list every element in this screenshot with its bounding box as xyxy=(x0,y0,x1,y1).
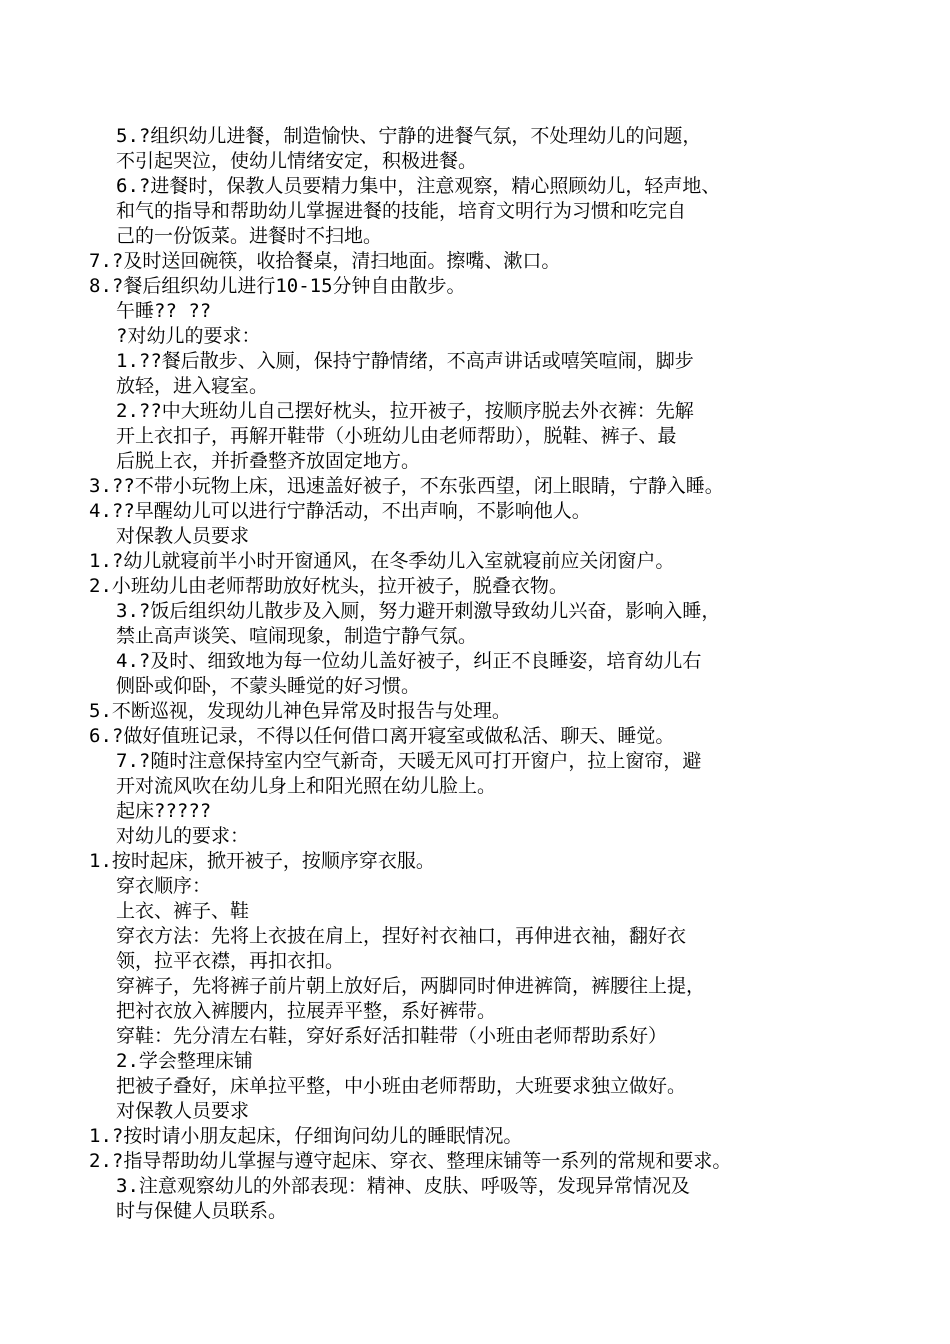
text-line: 穿鞋：先分清左右鞋，穿好系好活扣鞋带（小班由老师帮助系好） xyxy=(116,1025,668,1047)
text-line: 禁止高声谈笑、喧闹现象，制造宁静气氛。 xyxy=(116,625,478,647)
text-line: 把被子叠好，床单拉平整，中小班由老师帮助，大班要求独立做好。 xyxy=(116,1075,687,1097)
text-line: 穿衣方法：先将上衣披在肩上，捏好衬衣袖口，再伸进衣袖，翻好衣 xyxy=(116,925,687,947)
text-line: 5.不断巡视，发现幼儿神色异常及时报告与处理。 xyxy=(89,700,511,722)
text-line: 对保教人员要求 xyxy=(116,1100,250,1122)
text-line: 2.小班幼儿由老师帮助放好枕头，拉开被子，脱叠衣物。 xyxy=(89,575,568,597)
text-line: 1.?按时请小朋友起床，仔细询问幼儿的睡眠情况。 xyxy=(89,1125,523,1147)
section-heading: 午睡?? ?? xyxy=(116,300,212,322)
text-line: 放轻，进入寝室。 xyxy=(116,375,269,397)
text-line: 3.??不带小玩物上床，迅速盖好被子，不东张西望，闭上眼睛，宁静入睡。 xyxy=(89,475,724,497)
text-line: 时与保健人员联系。 xyxy=(116,1200,288,1222)
text-line: 侧卧或仰卧，不蒙头睡觉的好习惯。 xyxy=(116,675,421,697)
text-line: 1.?幼儿就寝前半小时开窗通风，在冬季幼儿入室就寝前应关闭窗户。 xyxy=(89,550,675,572)
text-line: 4.?及时、细致地为每一位幼儿盖好被子，纠正不良睡姿，培育幼儿右 xyxy=(116,650,702,672)
text-line: 后脱上衣，并折叠整齐放固定地方。 xyxy=(116,450,421,472)
text-line: 6.?进餐时，保教人员要精力集中，注意观察，精心照顾幼儿，轻声地、 xyxy=(116,175,721,197)
text-line: 3.注意观察幼儿的外部表现：精神、皮肤、呼吸等，发现异常情况及 xyxy=(116,1175,690,1197)
text-line: 把衬衣放入裤腰内，拉展弄平整，系好裤带。 xyxy=(116,1000,497,1022)
text-line: 3.?饭后组织幼儿散步及入厕，努力避开刺激导致幼儿兴奋，影响入睡， xyxy=(116,600,721,622)
text-line: 2.??中大班幼儿自己摆好枕头，拉开被子，按顺序脱去外衣裤：先解 xyxy=(116,400,694,422)
text-line: 和气的指导和帮助幼儿掌握进餐的技能，培育文明行为习惯和吃完自 xyxy=(116,200,687,222)
text-line: 7.?及时送回碗筷，收拾餐桌，清扫地面。擦嘴、漱口。 xyxy=(89,250,561,272)
text-line: 穿衣顺序： xyxy=(116,875,212,897)
text-line: 上衣、裤子、鞋 xyxy=(116,900,250,922)
text-line: 开上衣扣子，再解开鞋带（小班幼儿由老师帮助），脱鞋、裤子、最 xyxy=(116,425,677,447)
text-line: 1.按时起床，掀开被子，按顺序穿衣服。 xyxy=(89,850,435,872)
section-heading: 起床????? xyxy=(116,800,212,822)
text-line: 8.?餐后组织幼儿进行10-15分钟自由散步。 xyxy=(89,275,466,297)
text-line: ?对幼儿的要求： xyxy=(116,325,261,347)
text-line: 不引起哭泣，使幼儿情绪安定，积极进餐。 xyxy=(116,150,478,172)
text-line: 穿裤子，先将裤子前片朝上放好后，两脚同时伸进裤筒，裤腰往上提， xyxy=(116,975,706,997)
text-line: 开对流风吹在幼儿身上和阳光照在幼儿脸上。 xyxy=(116,775,497,797)
text-line: 1.??餐后散步、入厕，保持宁静情绪，不高声讲话或嘻笑喧闹，脚步 xyxy=(116,350,694,372)
text-line: 对保教人员要求 xyxy=(116,525,250,547)
text-line: 7.?随时注意保持室内空气新奇，天暖无风可打开窗户，拉上窗帘，避 xyxy=(116,750,702,772)
text-line: 5.?组织幼儿进餐，制造愉快、宁静的进餐气氛，不处理幼儿的问题， xyxy=(116,125,702,147)
text-line: 2.学会整理床铺 xyxy=(116,1050,253,1072)
text-line: 6.?做好值班记录，不得以任何借口离开寝室或做私活、聊天、睡觉。 xyxy=(89,725,675,747)
text-line: 领，拉平衣襟，再扣衣扣。 xyxy=(116,950,345,972)
text-line: 己的一份饭菜。进餐时不扫地。 xyxy=(116,225,383,247)
text-line: 对幼儿的要求： xyxy=(116,825,250,847)
text-line: 4.??早醒幼儿可以进行宁静活动，不出声响，不影响他人。 xyxy=(89,500,591,522)
text-line: 2.?指导帮助幼儿掌握与遵守起床、穿衣、整理床铺等一系列的常规和要求。 xyxy=(89,1150,732,1172)
